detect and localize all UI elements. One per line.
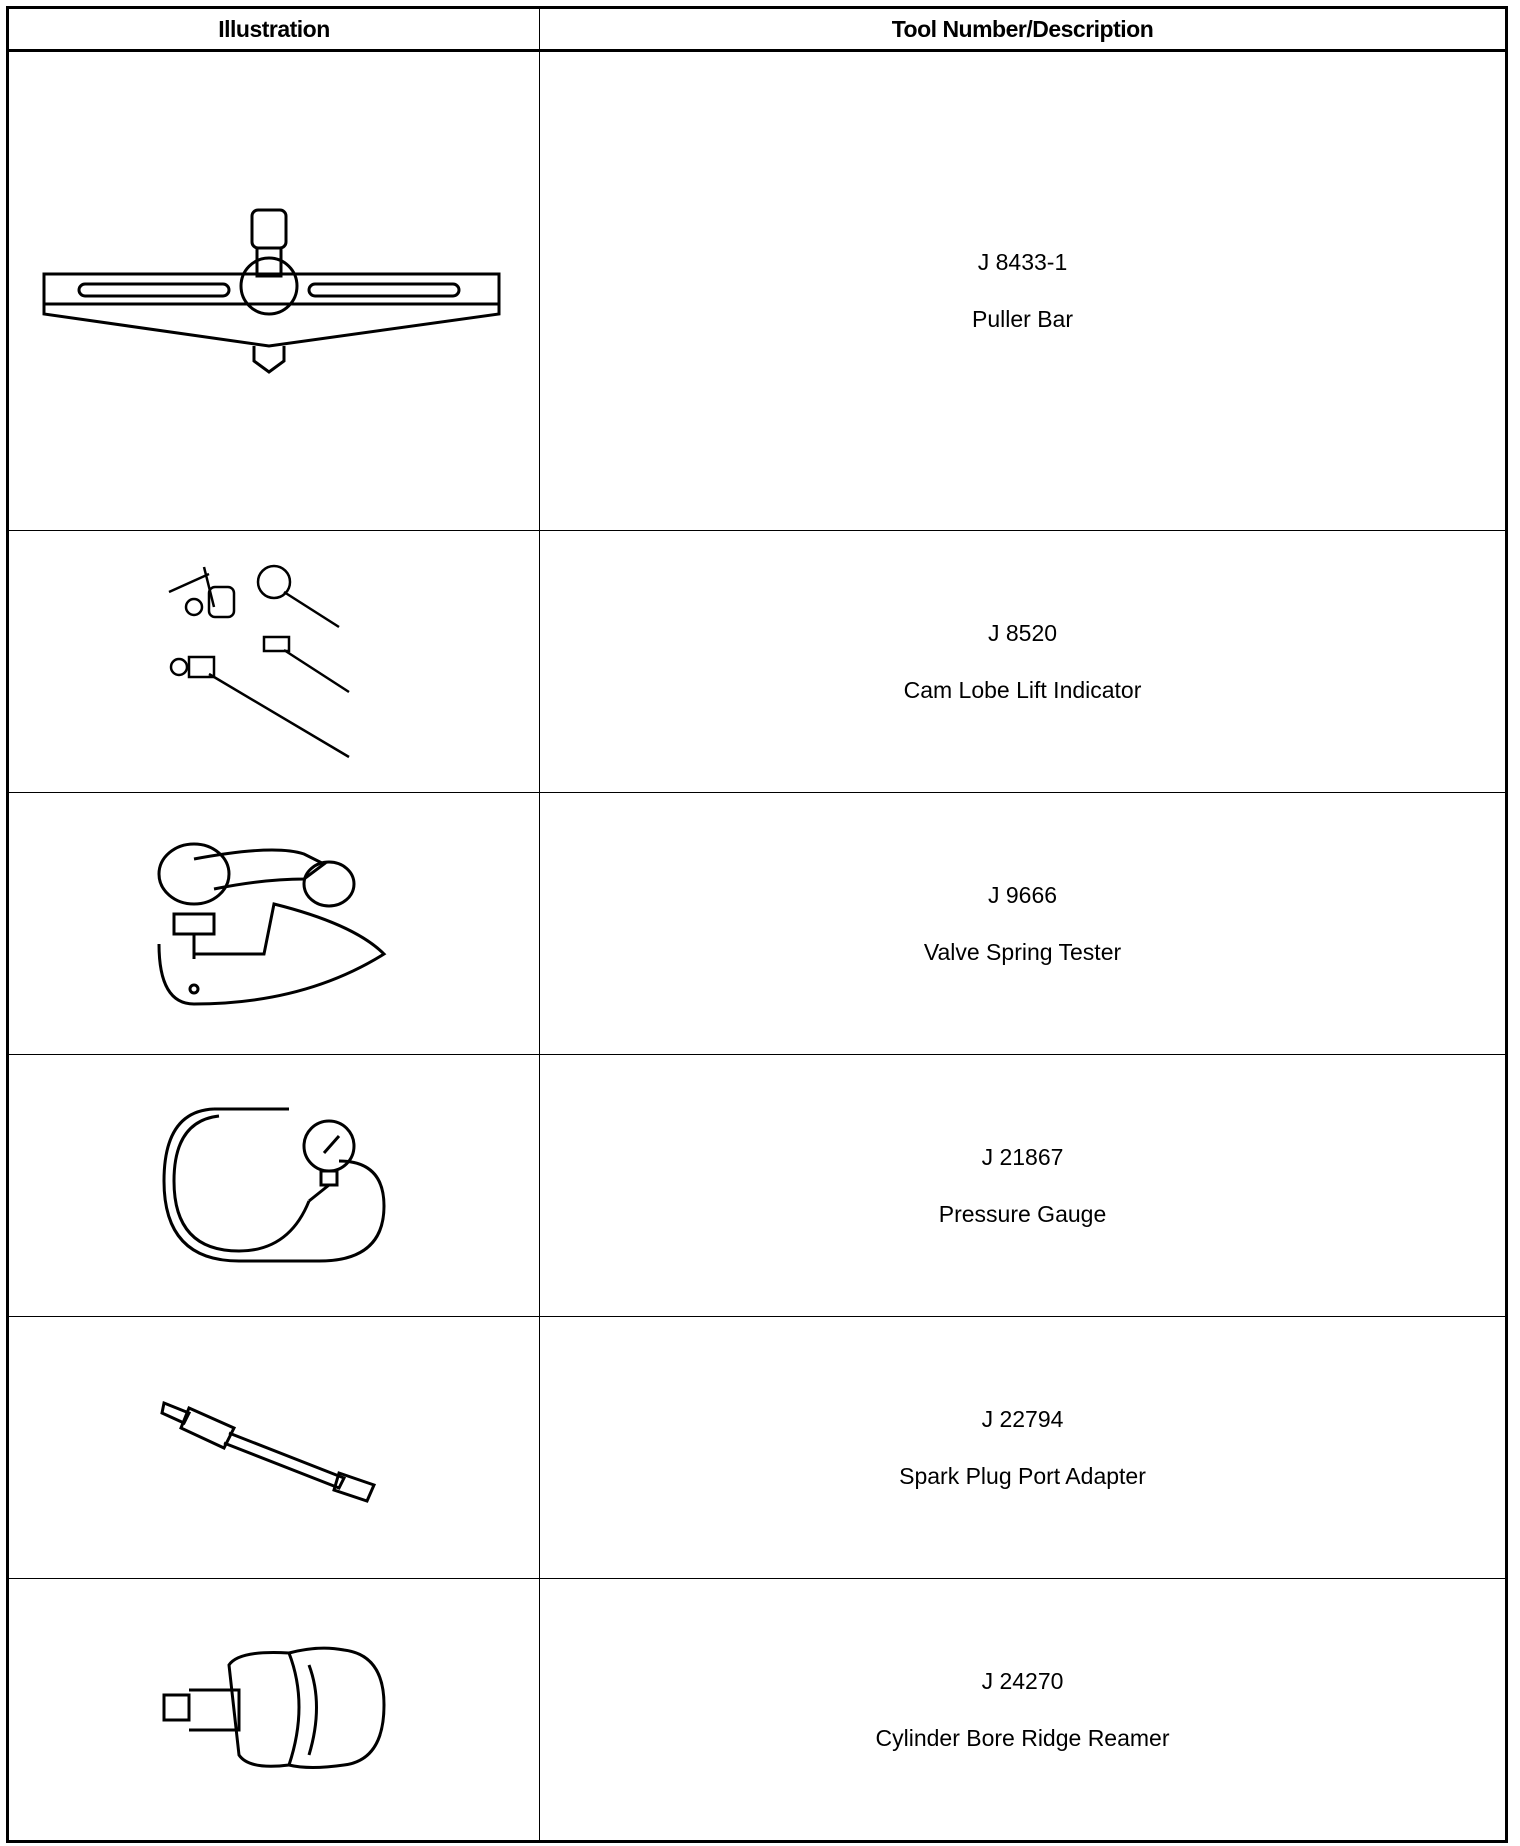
illustration-cell xyxy=(8,1317,540,1579)
tool-description: Puller Bar xyxy=(972,306,1073,332)
table-row xyxy=(8,1317,1507,1579)
tool-description: Cylinder Bore Ridge Reamer xyxy=(875,1724,1170,1751)
tool-description: Spark Plug Port Adapter xyxy=(899,1462,1146,1489)
illustration-cell xyxy=(8,1579,540,1842)
illustration-cell xyxy=(8,531,540,793)
valve-spring-tester-illustration xyxy=(154,834,394,1014)
tool-description: Cam Lobe Lift Indicator xyxy=(903,676,1142,703)
tool-description: Valve Spring Tester xyxy=(923,938,1122,965)
cylinder-bore-ridge-reamer-illustration xyxy=(159,1645,389,1775)
spark-plug-port-adapter-illustration xyxy=(159,1393,389,1503)
tool-number: J 24270 xyxy=(981,1667,1064,1694)
tool-number: J 8433-1 xyxy=(977,249,1068,275)
puller-bar-illustration xyxy=(39,206,509,376)
header-tool-description: Tool Number/Description xyxy=(540,8,1507,51)
header-illustration: Illustration xyxy=(8,8,540,51)
tool-number: J 9666 xyxy=(987,881,1058,908)
illustration-cell xyxy=(8,51,540,531)
table-row xyxy=(8,1579,1507,1842)
tool-cell xyxy=(540,1317,1507,1579)
table-row xyxy=(8,51,1507,531)
tool-description: Pressure Gauge xyxy=(938,1200,1107,1227)
illustration-cell xyxy=(8,793,540,1055)
table-row xyxy=(8,531,1507,793)
tool-number: J 8520 xyxy=(987,619,1058,646)
tool-cell xyxy=(540,51,1507,531)
tool-cell xyxy=(540,1579,1507,1842)
tool-cell xyxy=(540,793,1507,1055)
cam-lobe-lift-indicator-illustration xyxy=(164,562,384,762)
special-tools-table xyxy=(6,6,1508,1843)
illustration-cell xyxy=(8,1055,540,1317)
table-row xyxy=(8,1055,1507,1317)
tool-cell xyxy=(540,531,1507,793)
header-row xyxy=(8,8,1507,51)
tool-number: J 21867 xyxy=(981,1143,1064,1170)
tool-number: J 22794 xyxy=(981,1405,1064,1432)
table-row xyxy=(8,793,1507,1055)
tool-cell xyxy=(540,1055,1507,1317)
pressure-gauge-illustration xyxy=(159,1101,389,1271)
